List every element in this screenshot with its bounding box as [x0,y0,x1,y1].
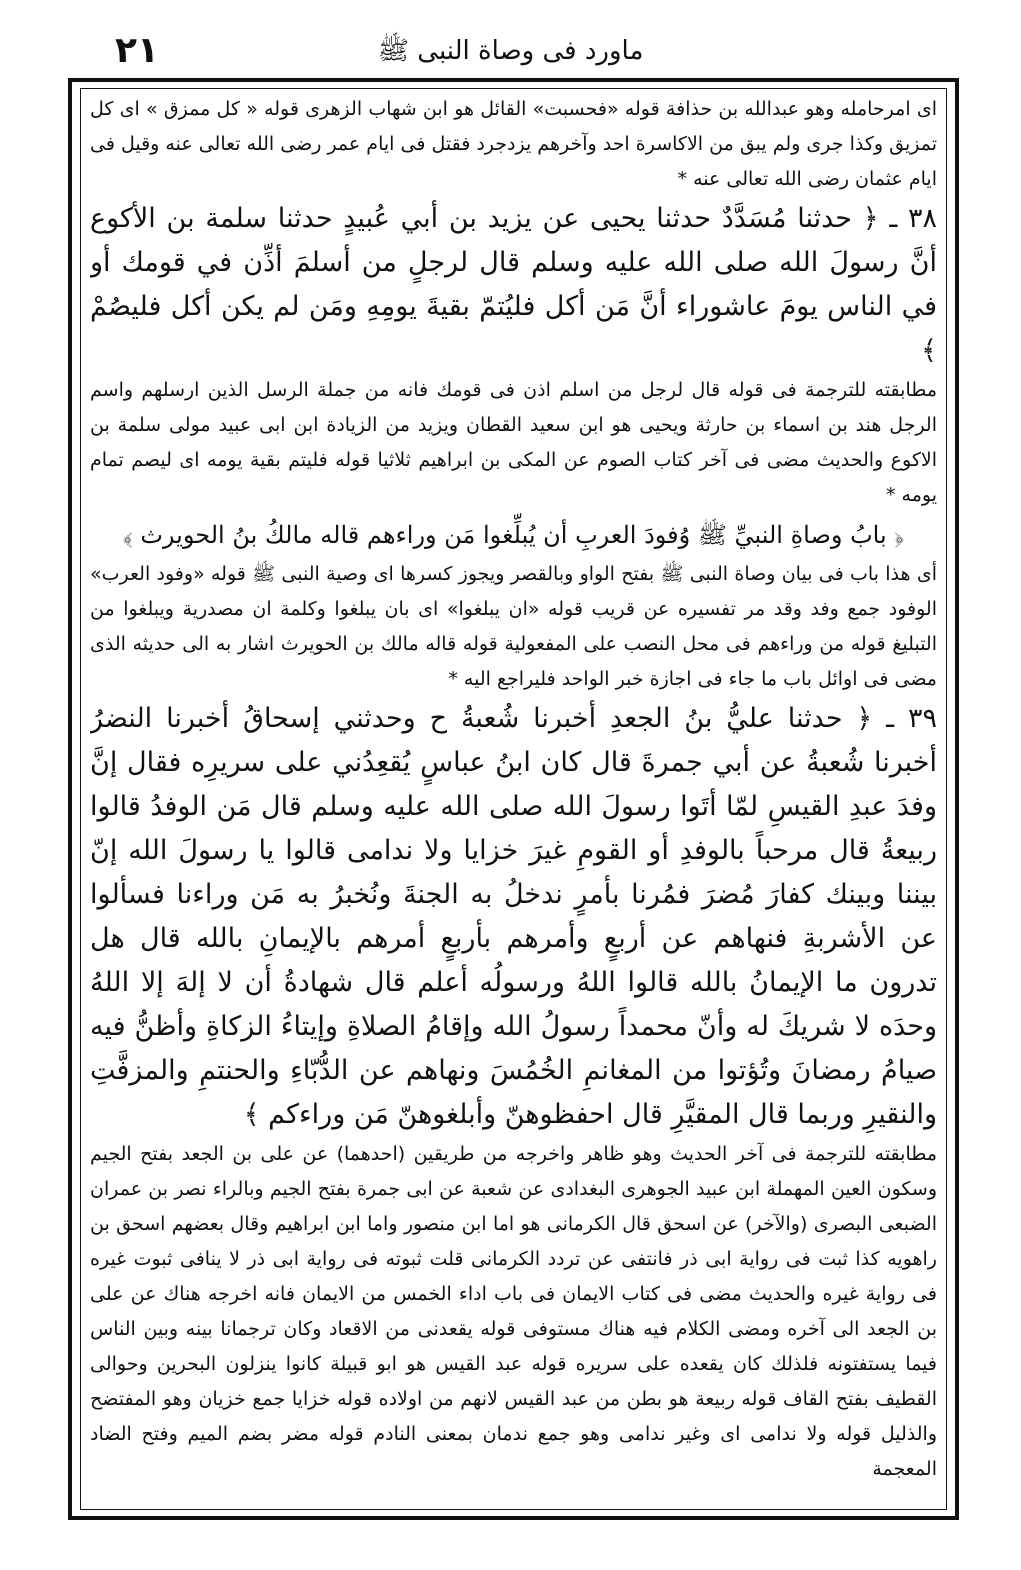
hadith-39: ٣٩ ـ ﴿ حدثنا عليُّ بنُ الجعدِ أخبرنا شُعبةُ ح وحدثني إسحاقُ أخبرنا النضرُ أخبرنا شُعبةُ عن أبي جمرةَ قال كان ابنُ عباسٍ يُقعِدُني على سريرِه فقال إنَّ وفدَ عبدِ القيسِ لمّا أتَوا رسولَ الله صلى الله عليه وسلم قال مَن الوفدُ قالوا ربيعةُ قال مرحباً بالوفدِ أو القومِ غيرَ خزايا ولا ندامى قالوا يا رسولَ الله إنّ بيننا وبينك كفارَ مُضرَ فمُرنا بأمرٍ ندخلُ به الجنةَ ونُخبرُ به مَن وراءنا فسألوا عن الأشربةِ فنهاهم عن أربعٍ وأمرهم بأربعٍ أمرهم بالإيمانِ بالله قال هل تدرون ما الإيمانُ بالله قالوا اللهُ ورسولُه أعلم قال شهادةُ أن لا إلهَ إلا اللهُ وحدَه لا شريكَ له وأنّ محمداً رسولُ الله وإقامُ الصلاةِ وإيتاءُ الزكاةِ وأظنُّ فيه صيامُ رمضانَ وتُؤتوا من المغانمِ الخُمُسَ ونهاهم عن الدُّبّاءِ والحنتمِ والمزفَّتِ والنقيرِ وربما قال المقيَّرِ قال احفظوهنّ وأبلغوهنّ مَن وراءكم ﴾ [90,703,937,1130]
running-title: ماورد فى وصاة النبى ﷺ [377,36,644,66]
main-text [90,92,937,1504]
hadith-38: ٣٨ ـ ﴿ حدثنا مُسَدَّدٌ حدثنا يحيى عن يزيد بن أبي عُبيدٍ حدثنا سلمة بن الأكوع أنَّ رسولَ الله صلى الله عليه وسلم قال لرجلٍ من أسلمَ أذِّن في قومك أو في الناس يومَ عاشوراء أنَّ مَن أكل فليُتمّ بقيةَ يومِهِ ومَن لم يكن أكل فليصُمْ ﴾ [90,203,937,366]
commentary-paragraph: اى امرحامله وهو عبدالله بن حذافة قوله «فحسبت» القائل هو ابن شهاب الزهرى قوله « كل ممزق » اى كل تمزيق وكذا جرى ولم يبق من الاكاسرة احد وآخرهم يزدجرد فقتل فى ايام عمر رضى الله تعالى عنه وقيل فى ايام عثمان رضى الله تعالى عنه * [90,98,937,190]
commentary-paragraph: أى هذا باب فى بيان وصاة النبى ﷺ بفتح الواو وبالقصر ويجوز كسرها اى وصية النبى ﷺ قوله «وفود العرب» الوفود جمع وفد وقد مر تفسيره عن قريب قوله «ان يبلغوا» اى بان يبلغوا وكلمة ان مصدرية ويبلغوا من التبليغ قوله من وراءهم فى محل النصب على المفعولية قوله قاله مالك بن الحويرث اشار به الى حديثه الذى مضى فى اوائل باب ما جاء فى اجازة خبر الواحد فليراجع اليه * [90,563,937,690]
commentary-paragraph: مطابقته للترجمة فى آخر الحديث وهو ظاهر واخرجه من طريقين (احدهما) عن على بن الجعد بفتح الجيم وسكون العين المهملة ابن عبيد الجوهرى البغدادى عن شعبة عن ابى جمرة بفتح الجيم وبالراء نصر بن عمران الضبعى البصرى (والآخر) عن اسحق قال الكرمانى هو اما ابن منصور واما ابن ابراهيم وقال بعضهم اسحق بن راهويه كذا ثبت فى رواية ابى ذر فانتفى عن تردد الكرمانى قلت ثبوته فى رواية ابى ذر لا ينافى ثبوت غيره فى رواية غيره والحديث مضى فى كتاب الايمان فى باب اداء الخمس من الايمان فانه اخرجه هناك عن على بن الجعد الى آخره ومضى الكلام فيه هناك مستوفى قوله يقعدنى من الاقعاد وكان ترجمانا بينه وبين الناس فيما يستفتونه فلذلك كان يقعده على سريره قوله عبد القيس هو ابو قبيلة كانوا ينزلون البحرين وحوالى القطيف بفتح القاف قوله ربيعة هو بطن من عبد القيس لانهم من اولاده قوله خزايا جمع خزيان وهو المفتضح والذليل قوله ولا ندامى اى وغير ندامى وهو جمع ندمان بمعنى النادم قوله مضر بضم الميم وفتح الضاد المعجمة [90,1143,937,1480]
chapter-heading: ﴿ بابُ وصاةِ النبيِّ ﷺ وُفودَ العربِ أن يُبلِّغوا مَن وراءهم قاله مالكُ بنُ الحويرث ﴾ [122,521,905,549]
commentary-paragraph: مطابقته للترجمة فى قوله قال لرجل من اسلم اذن فى قومك فانه من جملة الرسل الذين ارسلهم واسم الرجل هند بن اسماء بن حارثة ويحيى هو ابن سعيد القطان ويزيد من الزيادة ابن ابى عبيد مولى سلمة بن الاكوع والحديث مضى فى آخر كتاب الصوم عن المكى بن ابراهيم ثلاثيا قوله فليتم بقية يومه اى ليصم تمام يومه * [90,379,937,506]
page-number: ٢١ [115,30,159,71]
page-header [60,28,961,74]
